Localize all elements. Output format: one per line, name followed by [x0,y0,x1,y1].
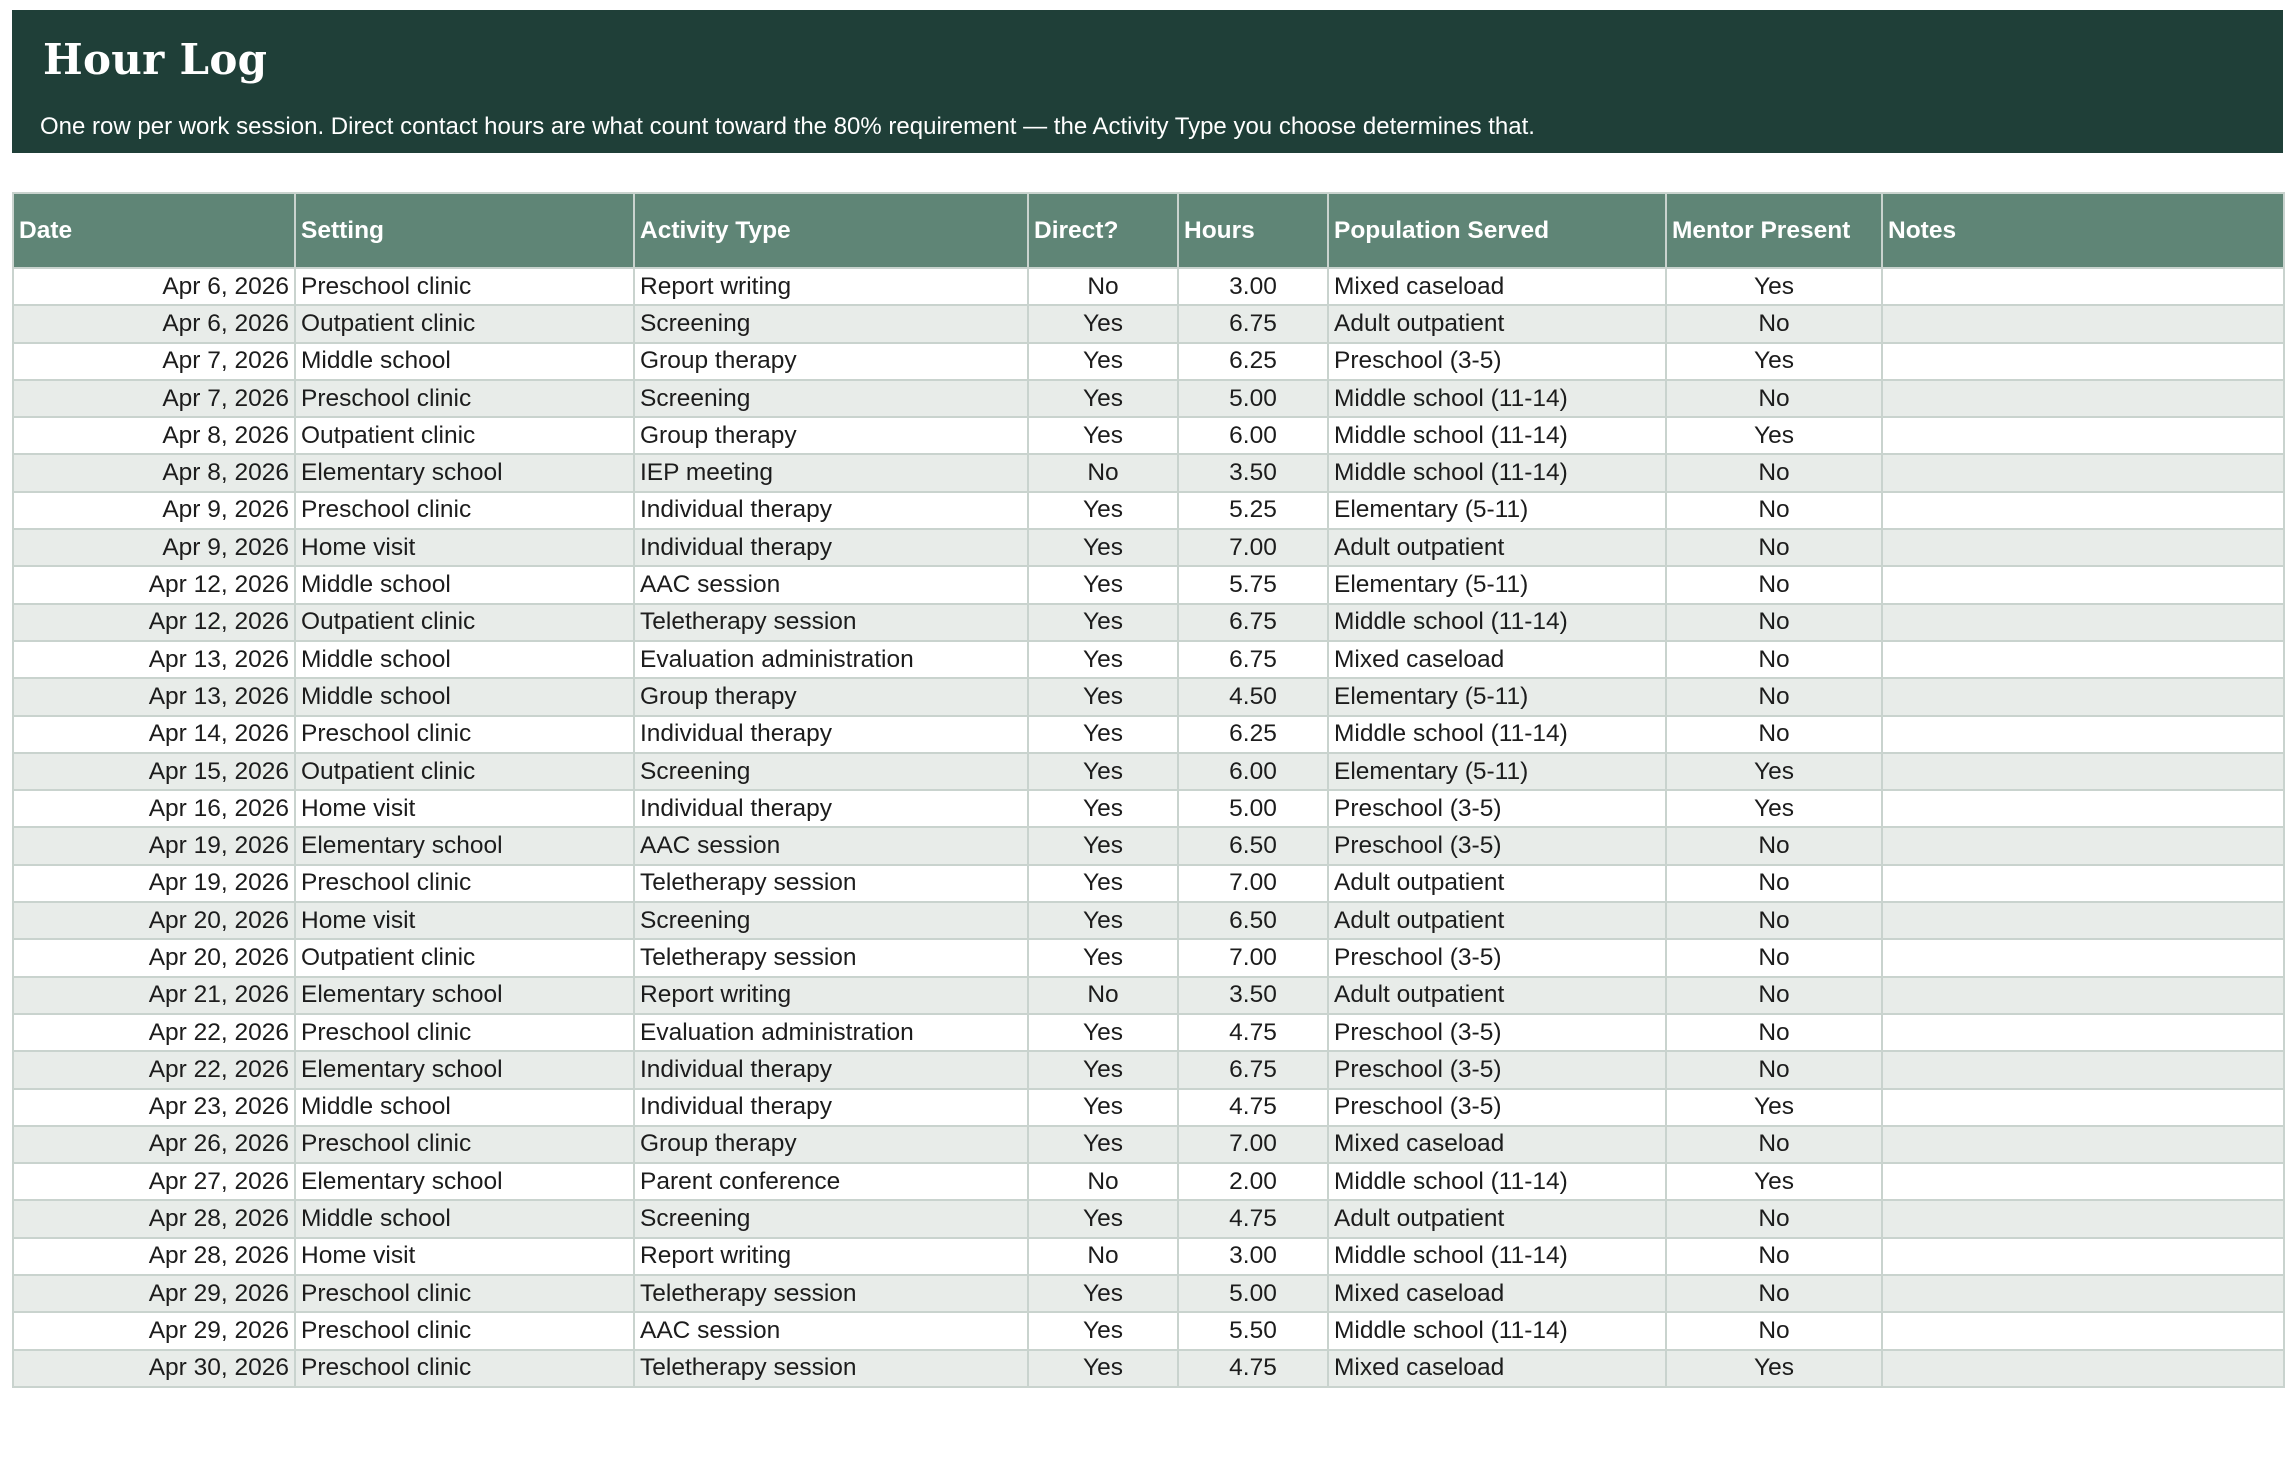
setting-cell[interactable]: Preschool clinic [295,268,634,305]
direct-cell[interactable]: Yes [1028,716,1178,753]
direct-cell[interactable]: No [1028,1163,1178,1200]
direct-cell[interactable]: Yes [1028,790,1178,827]
mentor-present-cell[interactable]: No [1666,492,1882,529]
date-cell[interactable]: Apr 28, 2026 [13,1200,295,1237]
setting-cell[interactable]: Elementary school [295,977,634,1014]
date-cell[interactable]: Apr 29, 2026 [13,1275,295,1312]
activity-type-cell[interactable]: Screening [634,1200,1028,1237]
hours-cell[interactable]: 7.00 [1178,939,1328,976]
date-cell[interactable]: Apr 20, 2026 [13,939,295,976]
direct-cell[interactable]: Yes [1028,1089,1178,1126]
table-row [13,1089,2284,1126]
population-cell[interactable]: Middle school (11-14) [1328,716,1666,753]
activity-type-cell[interactable]: Individual therapy [634,1089,1028,1126]
table-row [13,268,2284,305]
date-cell[interactable]: Apr 22, 2026 [13,1014,295,1051]
mentor-present-cell[interactable]: No [1666,529,1882,566]
activity-type-cell[interactable]: Screening [634,753,1028,790]
hours-cell[interactable]: 7.00 [1178,865,1328,902]
direct-cell[interactable]: Yes [1028,753,1178,790]
notes-cell[interactable] [1882,716,2284,753]
hours-cell[interactable]: 7.00 [1178,529,1328,566]
mentor-present-cell[interactable]: No [1666,380,1882,417]
mentor-present-cell[interactable]: No [1666,977,1882,1014]
notes-cell[interactable] [1882,380,2284,417]
page-subtitle: One row per work session. Direct contact hours are what count toward the 80% requirement — the Activity Type you choose determines that. [40,113,1535,140]
date-cell[interactable]: Apr 14, 2026 [13,716,295,753]
date-cell[interactable]: Apr 19, 2026 [13,865,295,902]
setting-cell[interactable]: Home visit [295,1238,634,1275]
activity-type-cell[interactable]: Group therapy [634,1126,1028,1163]
direct-cell[interactable]: No [1028,268,1178,305]
activity-type-cell[interactable]: Individual therapy [634,492,1028,529]
date-cell[interactable]: Apr 29, 2026 [13,1312,295,1349]
population-cell[interactable]: Preschool (3-5) [1328,343,1666,380]
hours-cell[interactable]: 7.00 [1178,1126,1328,1163]
hours-cell[interactable]: 4.50 [1178,678,1328,715]
activity-type-cell[interactable]: Report writing [634,1238,1028,1275]
setting-cell[interactable]: Outpatient clinic [295,417,634,454]
notes-cell[interactable] [1882,343,2284,380]
table-row [13,827,2284,864]
setting-cell[interactable]: Preschool clinic [295,716,634,753]
hours-cell[interactable]: 5.00 [1178,790,1328,827]
notes-cell[interactable] [1882,566,2284,603]
hours-cell[interactable]: 4.75 [1178,1350,1328,1387]
column-header-population-served[interactable]: Population Served [1328,193,1666,268]
date-cell[interactable]: Apr 23, 2026 [13,1089,295,1126]
date-cell[interactable]: Apr 19, 2026 [13,827,295,864]
notes-cell[interactable] [1882,977,2284,1014]
mentor-present-cell[interactable]: No [1666,939,1882,976]
direct-cell[interactable]: Yes [1028,827,1178,864]
setting-cell[interactable]: Outpatient clinic [295,939,634,976]
activity-type-cell[interactable]: Group therapy [634,678,1028,715]
setting-cell[interactable]: Middle school [295,1089,634,1126]
setting-cell[interactable]: Middle school [295,678,634,715]
notes-cell[interactable] [1882,1051,2284,1088]
setting-cell[interactable]: Preschool clinic [295,865,634,902]
population-cell[interactable]: Adult outpatient [1328,1200,1666,1237]
direct-cell[interactable]: Yes [1028,902,1178,939]
date-cell[interactable]: Apr 12, 2026 [13,604,295,641]
direct-cell[interactable]: Yes [1028,343,1178,380]
population-cell[interactable]: Elementary (5-11) [1328,753,1666,790]
population-cell[interactable]: Mixed caseload [1328,1350,1666,1387]
mentor-present-cell[interactable]: No [1666,1312,1882,1349]
population-cell[interactable]: Preschool (3-5) [1328,790,1666,827]
mentor-present-cell[interactable]: No [1666,305,1882,342]
notes-cell[interactable] [1882,1350,2284,1387]
table-row [13,1312,2284,1349]
mentor-present-cell[interactable]: No [1666,678,1882,715]
date-cell[interactable]: Apr 6, 2026 [13,268,295,305]
population-cell[interactable]: Middle school (11-14) [1328,1312,1666,1349]
table-row [13,716,2284,753]
hours-cell[interactable]: 6.75 [1178,305,1328,342]
activity-type-cell[interactable]: Report writing [634,977,1028,1014]
direct-cell[interactable]: Yes [1028,529,1178,566]
notes-cell[interactable] [1882,1275,2284,1312]
table-row [13,305,2284,342]
hours-cell[interactable]: 6.75 [1178,604,1328,641]
table-row [13,1051,2284,1088]
population-cell[interactable]: Adult outpatient [1328,977,1666,1014]
date-cell[interactable]: Apr 9, 2026 [13,492,295,529]
table-row [13,1163,2284,1200]
activity-type-cell[interactable]: IEP meeting [634,454,1028,491]
activity-type-cell[interactable]: Individual therapy [634,529,1028,566]
population-cell[interactable]: Middle school (11-14) [1328,1163,1666,1200]
notes-cell[interactable] [1882,305,2284,342]
date-cell[interactable]: Apr 13, 2026 [13,641,295,678]
table-row [13,1126,2284,1163]
direct-cell[interactable]: Yes [1028,380,1178,417]
date-cell[interactable]: Apr 7, 2026 [13,380,295,417]
notes-cell[interactable] [1882,865,2284,902]
direct-cell[interactable]: Yes [1028,1275,1178,1312]
column-header-mentor-present[interactable]: Mentor Present [1666,193,1882,268]
mentor-present-cell[interactable]: Yes [1666,417,1882,454]
setting-cell[interactable]: Preschool clinic [295,492,634,529]
setting-cell[interactable]: Home visit [295,529,634,566]
hours-cell[interactable]: 6.25 [1178,716,1328,753]
population-cell[interactable]: Preschool (3-5) [1328,1051,1666,1088]
notes-cell[interactable] [1882,1238,2284,1275]
date-cell[interactable]: Apr 28, 2026 [13,1238,295,1275]
date-cell[interactable]: Apr 30, 2026 [13,1350,295,1387]
direct-cell[interactable]: Yes [1028,566,1178,603]
mentor-present-cell[interactable]: No [1666,1200,1882,1237]
notes-cell[interactable] [1882,939,2284,976]
activity-type-cell[interactable]: Screening [634,902,1028,939]
population-cell[interactable]: Preschool (3-5) [1328,1014,1666,1051]
direct-cell[interactable]: No [1028,1238,1178,1275]
direct-cell[interactable]: Yes [1028,1014,1178,1051]
table-row [13,566,2284,603]
notes-cell[interactable] [1882,1089,2284,1126]
population-cell[interactable]: Mixed caseload [1328,1126,1666,1163]
direct-cell[interactable]: Yes [1028,641,1178,678]
hours-cell[interactable]: 6.75 [1178,1051,1328,1088]
direct-cell[interactable]: Yes [1028,1051,1178,1088]
notes-cell[interactable] [1882,417,2284,454]
setting-cell[interactable]: Middle school [295,566,634,603]
activity-type-cell[interactable]: Report writing [634,268,1028,305]
table-row [13,865,2284,902]
table-row [13,1014,2284,1051]
date-cell[interactable]: Apr 16, 2026 [13,790,295,827]
hours-cell[interactable]: 6.50 [1178,827,1328,864]
notes-cell[interactable] [1882,1312,2284,1349]
notes-cell[interactable] [1882,902,2284,939]
direct-cell[interactable]: Yes [1028,939,1178,976]
activity-type-cell[interactable]: Group therapy [634,343,1028,380]
table-row [13,1200,2284,1237]
population-cell[interactable]: Middle school (11-14) [1328,454,1666,491]
date-cell[interactable]: Apr 9, 2026 [13,529,295,566]
activity-type-cell[interactable]: Group therapy [634,417,1028,454]
population-cell[interactable]: Adult outpatient [1328,902,1666,939]
direct-cell[interactable]: No [1028,977,1178,1014]
mentor-present-cell[interactable]: No [1666,1275,1882,1312]
notes-cell[interactable] [1882,641,2284,678]
activity-type-cell[interactable]: Evaluation administration [634,641,1028,678]
population-cell[interactable]: Middle school (11-14) [1328,604,1666,641]
population-cell[interactable]: Mixed caseload [1328,268,1666,305]
table-header-row [13,193,2284,268]
direct-cell[interactable]: Yes [1028,1350,1178,1387]
hours-cell[interactable]: 5.25 [1178,492,1328,529]
activity-type-cell[interactable]: Teletherapy session [634,1350,1028,1387]
population-cell[interactable]: Adult outpatient [1328,305,1666,342]
setting-cell[interactable]: Home visit [295,902,634,939]
setting-cell[interactable]: Middle school [295,1200,634,1237]
mentor-present-cell[interactable]: Yes [1666,268,1882,305]
date-cell[interactable]: Apr 27, 2026 [13,1163,295,1200]
date-cell[interactable]: Apr 26, 2026 [13,1126,295,1163]
population-cell[interactable]: Mixed caseload [1328,1275,1666,1312]
direct-cell[interactable]: Yes [1028,492,1178,529]
table-row [13,454,2284,491]
hours-cell[interactable]: 6.75 [1178,641,1328,678]
population-cell[interactable]: Middle school (11-14) [1328,417,1666,454]
setting-cell[interactable]: Elementary school [295,454,634,491]
activity-type-cell[interactable]: Evaluation administration [634,1014,1028,1051]
activity-type-cell[interactable]: Individual therapy [634,716,1028,753]
setting-cell[interactable]: Elementary school [295,1163,634,1200]
table-row [13,343,2284,380]
setting-cell[interactable]: Middle school [295,343,634,380]
column-header-direct[interactable]: Direct? [1028,193,1178,268]
hours-cell[interactable]: 5.50 [1178,1312,1328,1349]
date-cell[interactable]: Apr 13, 2026 [13,678,295,715]
mentor-present-cell[interactable]: Yes [1666,1163,1882,1200]
date-cell[interactable]: Apr 7, 2026 [13,343,295,380]
notes-cell[interactable] [1882,1014,2284,1051]
column-header-date[interactable]: Date [13,193,295,268]
direct-cell[interactable]: No [1028,454,1178,491]
date-cell[interactable]: Apr 22, 2026 [13,1051,295,1088]
population-cell[interactable]: Elementary (5-11) [1328,492,1666,529]
mentor-present-cell[interactable]: No [1666,1238,1882,1275]
table-row [13,902,2284,939]
table-row [13,380,2284,417]
direct-cell[interactable]: Yes [1028,417,1178,454]
table-row [13,790,2284,827]
mentor-present-cell[interactable]: No [1666,1014,1882,1051]
activity-type-cell[interactable]: AAC session [634,566,1028,603]
population-cell[interactable]: Preschool (3-5) [1328,1089,1666,1126]
direct-cell[interactable]: Yes [1028,305,1178,342]
mentor-present-cell[interactable]: Yes [1666,1350,1882,1387]
setting-cell[interactable]: Elementary school [295,827,634,864]
notes-cell[interactable] [1882,492,2284,529]
hour-log-table [12,192,2285,1388]
table-body [13,268,2284,1387]
activity-type-cell[interactable]: Teletherapy session [634,1275,1028,1312]
population-cell[interactable]: Preschool (3-5) [1328,939,1666,976]
setting-cell[interactable]: Preschool clinic [295,1350,634,1387]
population-cell[interactable]: Preschool (3-5) [1328,827,1666,864]
column-header-hours[interactable]: Hours [1178,193,1328,268]
mentor-present-cell[interactable]: No [1666,454,1882,491]
mentor-present-cell[interactable]: No [1666,716,1882,753]
activity-type-cell[interactable]: Teletherapy session [634,939,1028,976]
direct-cell[interactable]: Yes [1028,604,1178,641]
setting-cell[interactable]: Home visit [295,790,634,827]
column-header-activity-type[interactable]: Activity Type [634,193,1028,268]
date-cell[interactable]: Apr 21, 2026 [13,977,295,1014]
notes-cell[interactable] [1882,268,2284,305]
hours-cell[interactable]: 4.75 [1178,1089,1328,1126]
setting-cell[interactable]: Outpatient clinic [295,604,634,641]
setting-cell[interactable]: Middle school [295,641,634,678]
activity-type-cell[interactable]: Teletherapy session [634,865,1028,902]
activity-type-cell[interactable]: Individual therapy [634,790,1028,827]
setting-cell[interactable]: Preschool clinic [295,1312,634,1349]
table-row [13,604,2284,641]
hours-cell[interactable]: 4.75 [1178,1200,1328,1237]
direct-cell[interactable]: Yes [1028,678,1178,715]
hours-cell[interactable]: 3.50 [1178,977,1328,1014]
population-cell[interactable]: Mixed caseload [1328,641,1666,678]
table-row [13,1350,2284,1387]
mentor-present-cell[interactable]: No [1666,865,1882,902]
activity-type-cell[interactable]: Teletherapy session [634,604,1028,641]
mentor-present-cell[interactable]: Yes [1666,790,1882,827]
table-row [13,529,2284,566]
activity-type-cell[interactable]: Parent conference [634,1163,1028,1200]
hours-cell[interactable]: 5.75 [1178,566,1328,603]
notes-cell[interactable] [1882,529,2284,566]
mentor-present-cell[interactable]: No [1666,1051,1882,1088]
hours-cell[interactable]: 6.25 [1178,343,1328,380]
notes-cell[interactable] [1882,753,2284,790]
table-row [13,417,2284,454]
hours-cell[interactable]: 6.00 [1178,753,1328,790]
table-row [13,641,2284,678]
table-row [13,753,2284,790]
notes-cell[interactable] [1882,1163,2284,1200]
mentor-present-cell[interactable]: No [1666,641,1882,678]
date-cell[interactable]: Apr 20, 2026 [13,902,295,939]
mentor-present-cell[interactable]: Yes [1666,753,1882,790]
sheet-header [12,10,2283,153]
table-row [13,1275,2284,1312]
page-title: Hour Log [43,35,268,84]
hours-cell[interactable]: 4.75 [1178,1014,1328,1051]
column-header-notes[interactable]: Notes [1882,193,2284,268]
hours-cell[interactable]: 3.00 [1178,1238,1328,1275]
population-cell[interactable]: Adult outpatient [1328,529,1666,566]
column-header-setting[interactable]: Setting [295,193,634,268]
notes-cell[interactable] [1882,678,2284,715]
hours-cell[interactable]: 2.00 [1178,1163,1328,1200]
hours-cell[interactable]: 6.00 [1178,417,1328,454]
mentor-present-cell[interactable]: No [1666,1126,1882,1163]
population-cell[interactable]: Adult outpatient [1328,865,1666,902]
population-cell[interactable]: Middle school (11-14) [1328,1238,1666,1275]
activity-type-cell[interactable]: AAC session [634,1312,1028,1349]
table-row [13,678,2284,715]
date-cell[interactable]: Apr 8, 2026 [13,454,295,491]
activity-type-cell[interactable]: Screening [634,305,1028,342]
mentor-present-cell[interactable]: No [1666,566,1882,603]
mentor-present-cell[interactable]: Yes [1666,1089,1882,1126]
table-row [13,977,2284,1014]
setting-cell[interactable]: Preschool clinic [295,1275,634,1312]
direct-cell[interactable]: Yes [1028,865,1178,902]
hours-cell[interactable]: 3.50 [1178,454,1328,491]
direct-cell[interactable]: Yes [1028,1200,1178,1237]
notes-cell[interactable] [1882,604,2284,641]
table-row [13,1238,2284,1275]
population-cell[interactable]: Middle school (11-14) [1328,380,1666,417]
activity-type-cell[interactable]: Individual therapy [634,1051,1028,1088]
table-row [13,492,2284,529]
activity-type-cell[interactable]: Screening [634,380,1028,417]
notes-cell[interactable] [1882,1126,2284,1163]
hours-cell[interactable]: 3.00 [1178,268,1328,305]
population-cell[interactable]: Elementary (5-11) [1328,678,1666,715]
date-cell[interactable]: Apr 15, 2026 [13,753,295,790]
direct-cell[interactable]: Yes [1028,1126,1178,1163]
mentor-present-cell[interactable]: No [1666,902,1882,939]
setting-cell[interactable]: Preschool clinic [295,1126,634,1163]
hours-cell[interactable]: 5.00 [1178,380,1328,417]
hours-cell[interactable]: 5.00 [1178,1275,1328,1312]
mentor-present-cell[interactable]: No [1666,827,1882,864]
population-cell[interactable]: Elementary (5-11) [1328,566,1666,603]
setting-cell[interactable]: Outpatient clinic [295,753,634,790]
setting-cell[interactable]: Preschool clinic [295,1014,634,1051]
table-row [13,939,2284,976]
date-cell[interactable]: Apr 12, 2026 [13,566,295,603]
mentor-present-cell[interactable]: Yes [1666,343,1882,380]
setting-cell[interactable]: Preschool clinic [295,380,634,417]
mentor-present-cell[interactable]: No [1666,604,1882,641]
hours-cell[interactable]: 6.50 [1178,902,1328,939]
direct-cell[interactable]: Yes [1028,1312,1178,1349]
setting-cell[interactable]: Elementary school [295,1051,634,1088]
notes-cell[interactable] [1882,454,2284,491]
notes-cell[interactable] [1882,1200,2284,1237]
setting-cell[interactable]: Outpatient clinic [295,305,634,342]
notes-cell[interactable] [1882,827,2284,864]
date-cell[interactable]: Apr 6, 2026 [13,305,295,342]
notes-cell[interactable] [1882,790,2284,827]
date-cell[interactable]: Apr 8, 2026 [13,417,295,454]
activity-type-cell[interactable]: AAC session [634,827,1028,864]
